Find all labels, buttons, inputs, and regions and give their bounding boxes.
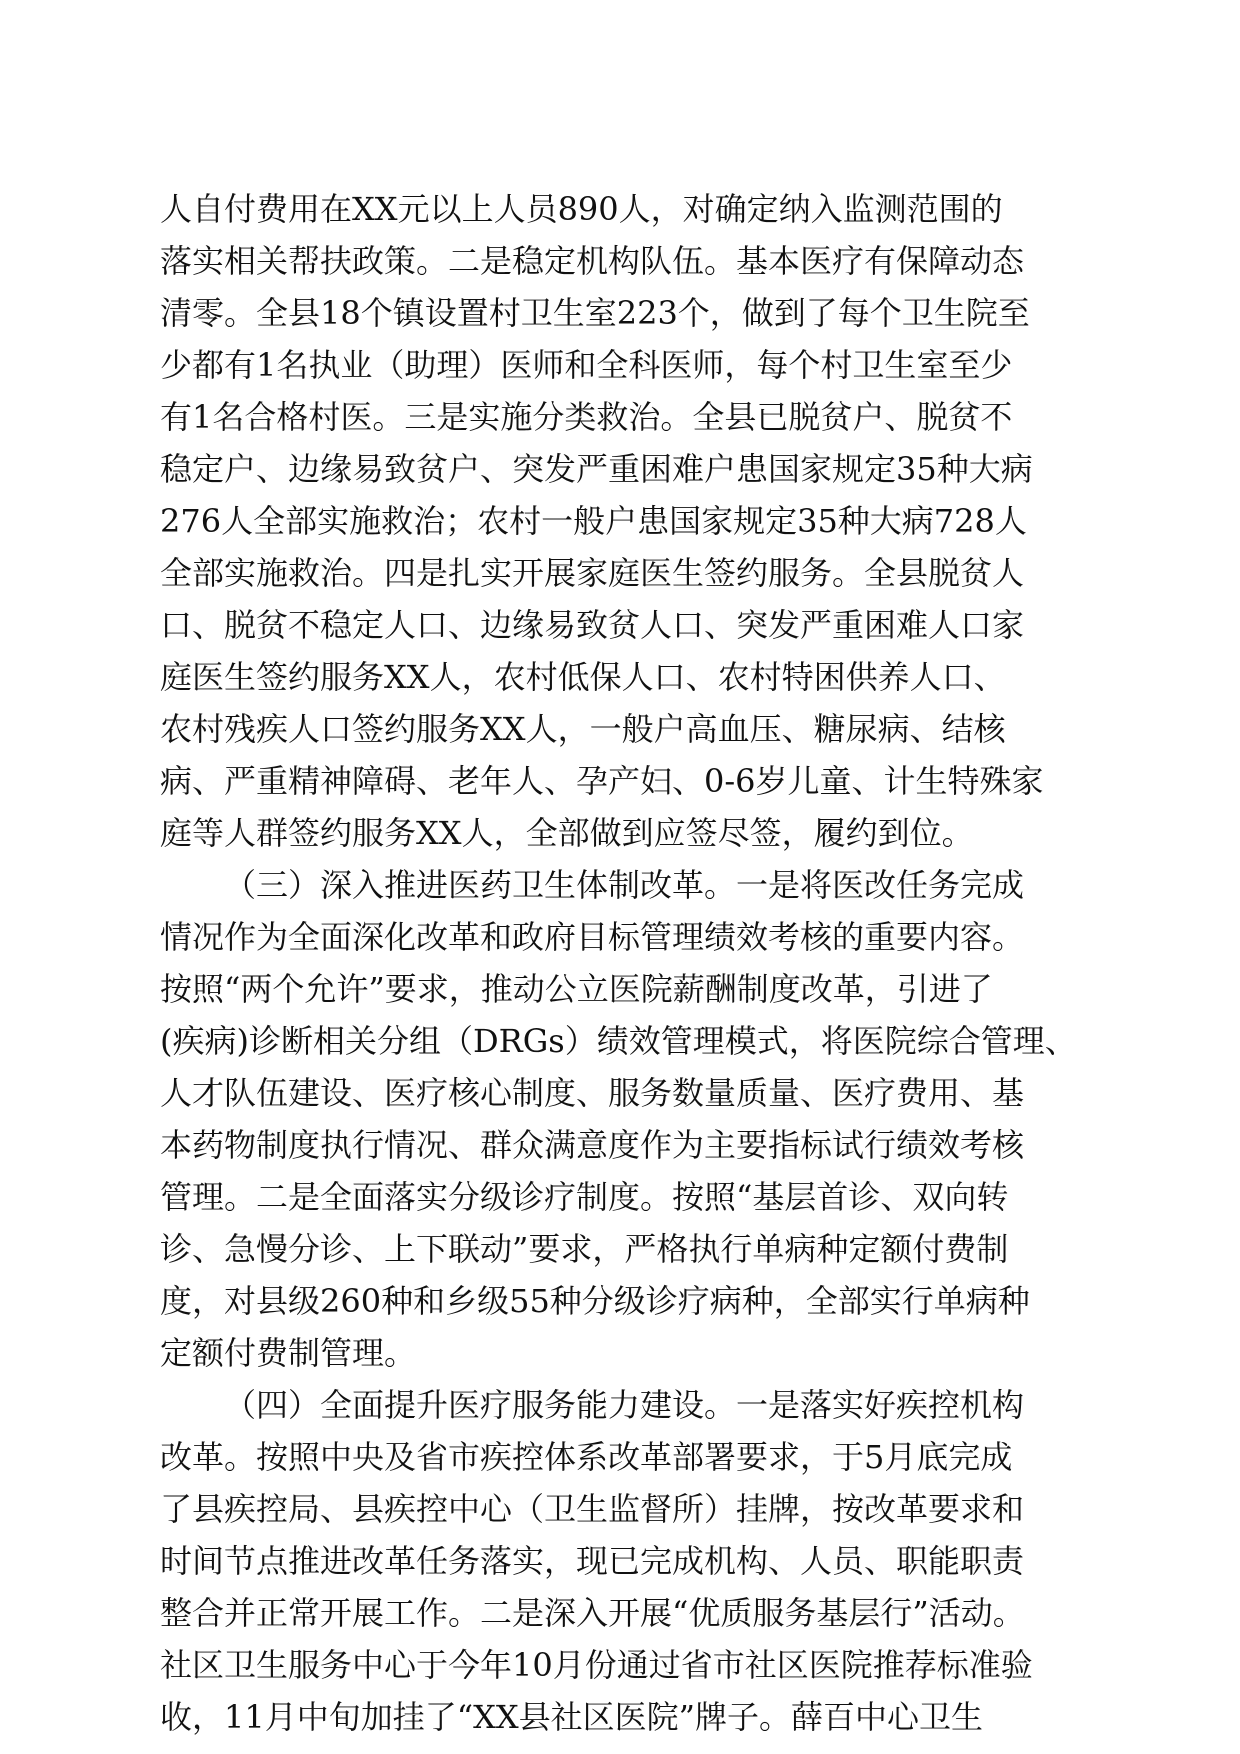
text-line: 人自付费用在XX元以上人员890人，对确定纳入监测范围的	[160, 190, 1003, 228]
text-line: 定额付费制管理。	[160, 1334, 417, 1372]
text-line: 有1名合格村医。三是实施分类救治。全县已脱贫户、脱贫不	[160, 398, 1013, 436]
text-line: 全部实施救治。四是扎实开展家庭医生签约服务。全县脱贫人	[160, 554, 1025, 592]
text-line: 管理。二是全面落实分级诊疗制度。按照“基层首诊、双向转	[160, 1178, 1009, 1216]
text-line: 诊、急慢分诊、上下联动”要求，严格执行单病种定额付费制	[160, 1230, 1009, 1268]
text-line: 口、脱贫不稳定人口、边缘易致贫人口、突发严重困难人口家	[160, 606, 1025, 644]
text-line: 庭医生签约服务XX人，农村低保人口、农村特困供养人口、	[160, 658, 1006, 696]
section-heading-line: （四）全面提升医疗服务能力建设。一是落实好疾控机构	[224, 1386, 1025, 1424]
text-line: 落实相关帮扶政策。二是稳定机构队伍。基本医疗有保障动态	[160, 242, 1025, 280]
text-line: 本药物制度执行情况、群众满意度作为主要指标试行绩效考核	[160, 1126, 1025, 1164]
text-line: 少都有1名执业（助理）医师和全科医师，每个村卫生室至少	[160, 346, 1013, 384]
text-line: 稳定户、边缘易致贫户、突发严重困难户患国家规定35种大病	[160, 450, 1033, 488]
text-line: 收，11月中旬加挂了“XX县社区医院”牌子。薛百中心卫生	[160, 1698, 984, 1736]
text-line: 时间节点推进改革任务落实，现已完成机构、人员、职能职责	[160, 1542, 1025, 1580]
text-line: 按照“两个允许”要求，推动公立医院薪酬制度改革，引进了	[160, 970, 993, 1008]
section-heading-line: （三）深入推进医药卫生体制改革。一是将医改任务完成	[224, 866, 1025, 904]
text-line: 情况作为全面深化改革和政府目标管理绩效考核的重要内容。	[160, 918, 1025, 956]
text-line: 度，对县级260种和乡级55种分级诊疗病种，全部实行单病种	[160, 1282, 1030, 1320]
text-line: 病、严重精神障碍、老年人、孕产妇、0-6岁儿童、计生特殊家	[160, 762, 1044, 800]
text-line: 了县疾控局、县疾控中心（卫生监督所）挂牌，按改革要求和	[160, 1490, 1025, 1528]
text-line: 人才队伍建设、医疗核心制度、服务数量质量、医疗费用、基	[160, 1074, 1025, 1112]
text-line: 农村残疾人口签约服务XX人，一般户高血压、糖尿病、结核	[160, 710, 1006, 748]
text-line: 整合并正常开展工作。二是深入开展“优质服务基层行”活动。	[160, 1594, 1025, 1632]
text-line: (疾病)诊断相关分组（DRGs）绩效管理模式，将医院综合管理、	[160, 1022, 1077, 1060]
text-line: 庭等人群签约服务XX人，全部做到应签尽签，履约到位。	[160, 814, 974, 852]
body-text	[160, 183, 1090, 1743]
text-line: 276人全部实施救治；农村一般户患国家规定35种大病728人	[160, 502, 1027, 540]
text-line: 改革。按照中央及省市疾控体系改革部署要求，于5月底完成	[160, 1438, 1013, 1476]
text-line: 清零。全县18个镇设置村卫生室223个，做到了每个卫生院至	[160, 294, 1030, 332]
text-line: 社区卫生服务中心于今年10月份通过省市社区医院推荐标准验	[160, 1646, 1033, 1684]
